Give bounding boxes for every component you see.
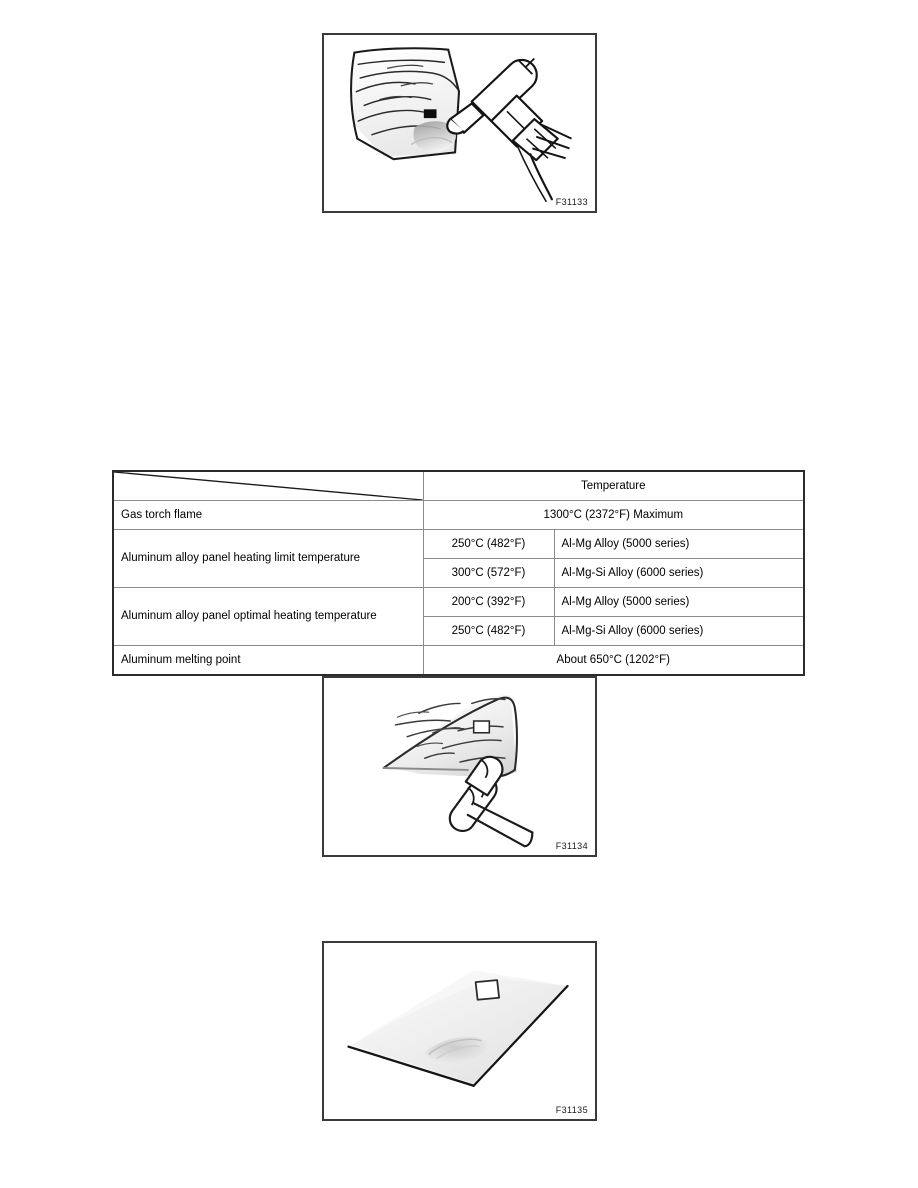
figure-code-label: F31135 bbox=[555, 1105, 588, 1115]
cell-heating-limit-temp-1: 250°C (482°F) bbox=[423, 530, 554, 559]
temperature-indicator-mark bbox=[424, 109, 437, 118]
cell-heating-limit-alloy-2: Al-Mg-Si Alloy (6000 series) bbox=[554, 559, 804, 588]
cell-optimal-heating-alloy-1: Al-Mg Alloy (5000 series) bbox=[554, 588, 804, 617]
cell-optimal-heating-temp-1: 200°C (392°F) bbox=[423, 588, 554, 617]
figure-code-label: F31133 bbox=[555, 197, 588, 207]
table-header-temperature: Temperature bbox=[423, 471, 804, 501]
figure-repaired-panel bbox=[322, 941, 597, 1121]
repaired-panel-illustration bbox=[324, 943, 595, 1119]
table-row-gas-torch-flame bbox=[113, 501, 804, 530]
table-row-optimal-heating-a bbox=[113, 588, 804, 617]
diagonal-divider-line bbox=[114, 472, 423, 500]
cell-heating-limit-alloy-1: Al-Mg Alloy (5000 series) bbox=[554, 530, 804, 559]
figure-hammer-tapping bbox=[322, 676, 597, 857]
table-corner-cell bbox=[113, 471, 423, 501]
temperature-specification-table bbox=[112, 470, 805, 676]
row-label-heating-limit: Aluminum alloy panel heating limit temperature bbox=[113, 530, 423, 588]
table-row-melting-point bbox=[113, 646, 804, 676]
cell-heating-limit-temp-2: 300°C (572°F) bbox=[423, 559, 554, 588]
row-label-melting-point: Aluminum melting point bbox=[113, 646, 423, 676]
temperature-indicator-mark bbox=[474, 721, 490, 733]
temperature-indicator-mark bbox=[476, 980, 499, 1000]
figure-gas-torch-heating bbox=[322, 33, 597, 213]
figure-code-label: F31134 bbox=[555, 841, 588, 851]
hammer-tapping-illustration bbox=[324, 678, 595, 855]
gas-torch-heating-illustration bbox=[324, 35, 595, 211]
cell-optimal-heating-temp-2: 250°C (482°F) bbox=[423, 617, 554, 646]
row-value-gas-torch-flame: 1300°C (2372°F) Maximum bbox=[423, 501, 804, 530]
row-label-gas-torch-flame: Gas torch flame bbox=[113, 501, 423, 530]
cell-optimal-heating-alloy-2: Al-Mg-Si Alloy (6000 series) bbox=[554, 617, 804, 646]
table-header-row bbox=[113, 471, 804, 501]
row-value-melting-point: About 650°C (1202°F) bbox=[423, 646, 804, 676]
row-label-optimal-heating: Aluminum alloy panel optimal heating temperature bbox=[113, 588, 423, 646]
table-row-heating-limit-a bbox=[113, 530, 804, 559]
panel-surface-shading bbox=[352, 978, 565, 1084]
